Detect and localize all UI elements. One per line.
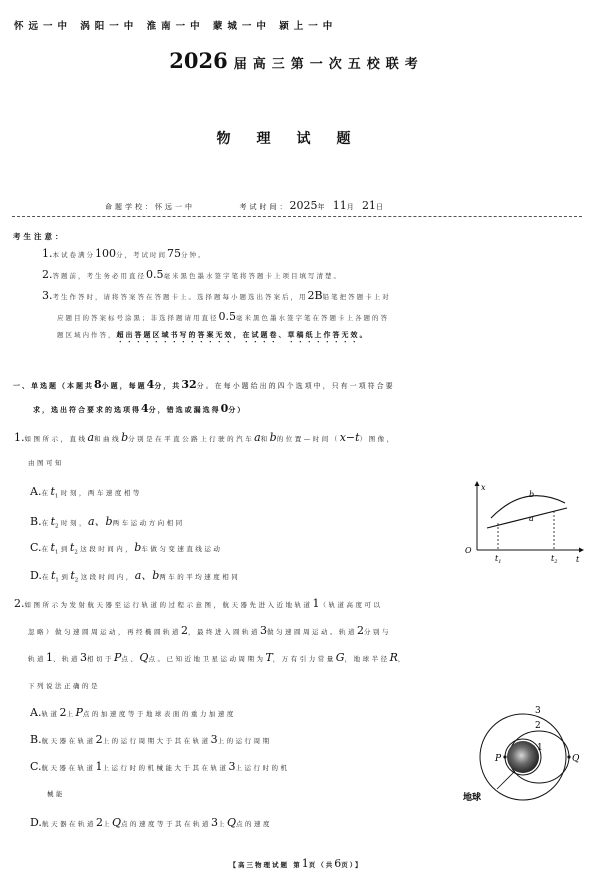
exam-meta [105, 199, 386, 212]
option-letter: A. [30, 706, 42, 719]
section-text: 分。在每小题给出的四个选项中，只有一项符合要 [196, 382, 395, 390]
notice-heading: 考生注意： [13, 232, 66, 241]
q-var: P [114, 651, 122, 664]
option-letter: D. [30, 816, 42, 829]
q2-option-c-line-2: 械能 [47, 790, 65, 798]
meta-time-label: 考试时间： [239, 203, 290, 211]
option-letter: C. [30, 760, 42, 773]
q1-stem-line-2: 由图可知 [28, 459, 64, 467]
section-text: 求，选出符合要求的选项得 [33, 405, 141, 414]
footer-text: 页）】 [341, 861, 364, 869]
section-number: 4 [141, 402, 149, 415]
option-text: 这段时间内， [80, 573, 135, 581]
q1-option-b[interactable] [30, 513, 185, 529]
section-number: 32 [181, 378, 197, 391]
notice-item-1 [42, 247, 207, 260]
q-number: 2 [181, 624, 188, 637]
q-var: T [265, 651, 273, 664]
q2-option-b[interactable] [30, 733, 272, 746]
xt-graph [455, 478, 585, 568]
q-text: ，万有引力常量 [272, 655, 336, 663]
point-q [567, 755, 570, 758]
q2-stem-line-3 [28, 651, 407, 664]
header-divider [12, 216, 582, 217]
option-text: 在 [41, 545, 51, 553]
option-letter: C. [30, 541, 42, 554]
option-text: 航天器在轨道 [41, 764, 96, 772]
option-text: 点的速度等于其在轨道 [120, 820, 211, 828]
q1-stem-line-1 [14, 431, 396, 444]
option-var: b [134, 541, 142, 554]
t1-label: $t_1$ [495, 554, 502, 565]
q2-option-c[interactable] [30, 760, 290, 773]
option-text: 上运行时的机械能大于其在轨道 [102, 764, 229, 772]
option-text: 时刻， [60, 519, 88, 527]
option-text: 航天器在轨道 [41, 737, 96, 745]
option-text: 到 [60, 545, 70, 553]
option-text: 点的速度 [236, 820, 272, 828]
option-number: 3 [210, 733, 218, 746]
option-var: P [75, 706, 83, 719]
option-sub: 2 [74, 577, 81, 584]
section-number: 4 [146, 378, 155, 391]
q-text: ，地球半径 [344, 655, 390, 663]
meta-year-unit: 年 [317, 203, 328, 211]
option-letter: B. [30, 733, 42, 746]
t-label: t [576, 555, 580, 564]
meta-school-label: 命题学校： [105, 203, 155, 211]
option-text: 时刻，两车速度相等 [60, 489, 142, 497]
q2-stem-line-1 [14, 597, 383, 610]
option-text: 上 [217, 820, 227, 828]
q-var: x−t [339, 431, 360, 444]
q-var: R [389, 651, 398, 664]
t2-label: $t_2$ [551, 554, 558, 565]
section-heading-line-1 [13, 378, 395, 391]
option-sub: 2 [74, 549, 81, 556]
option-text: 在 [41, 519, 51, 527]
point-p [503, 755, 506, 758]
option-letter: B. [30, 515, 42, 528]
option-text: 上的运行周期大于其在轨道 [102, 737, 211, 745]
option-sub: 2 [55, 523, 61, 530]
q-label: Q [572, 754, 580, 764]
option-text: 两车的平均速度相同 [159, 573, 241, 581]
meta-month: 11 [332, 199, 347, 212]
notice-text: 题区域内作答， [57, 331, 117, 339]
page-number: 1 [301, 857, 309, 870]
q2-stem-line-4: 下列说法正确的是 [28, 682, 100, 690]
meta-school: 怀远一中 [155, 203, 195, 211]
q-text: 相切于 [87, 655, 114, 663]
q-number: 1 [46, 651, 53, 664]
q-text: 分别是在平直公路上行驶的汽车 [128, 435, 255, 443]
question-number: 1. [14, 431, 25, 444]
footer-text: 第 [293, 861, 302, 869]
option-text: 上的运行周期 [217, 737, 272, 745]
option-text: 点的加速度等于地球表面的重力加速度 [82, 710, 236, 718]
q-var: G [335, 651, 345, 664]
option-var: Q [226, 816, 236, 829]
q-var: b [121, 431, 129, 444]
section-text: 分，错选或漏选得 [148, 405, 221, 414]
q1-option-c[interactable] [30, 541, 222, 555]
footer-text: 【高三物理试题 [229, 861, 289, 869]
q-text: 做匀速圆周运动。轨道 [267, 628, 357, 636]
option-number: 2 [95, 816, 103, 829]
notice-emphasis: 超出答题区域书写的答案无效，在试题卷、草稿纸上作答无效。 [116, 330, 369, 339]
x-label: x [481, 483, 486, 492]
notice-value: 2B [307, 289, 323, 302]
orbit-1-label: 1 [537, 743, 543, 753]
notice-text: 分，考试时间 [116, 251, 167, 259]
option-var: t [50, 515, 56, 528]
earth-icon [507, 741, 539, 773]
section-number: 0 [220, 402, 229, 415]
subject-title: 物理试题 [216, 131, 377, 147]
section-number: 8 [94, 378, 102, 391]
orbit-2-label: 2 [535, 721, 541, 731]
notice-text: 考生作答时，请将答案答在答题卡上。选择题每小题选出答案后，用 [52, 293, 308, 301]
q1-option-a[interactable] [30, 485, 142, 499]
notice-item-3 [42, 289, 391, 302]
notice-value: 75 [167, 247, 181, 260]
option-number: 2 [59, 706, 67, 719]
option-number: 3 [228, 760, 236, 773]
q-text: 和 [260, 435, 270, 443]
option-sub: 1 [54, 549, 61, 556]
exam-year: 2026 [169, 48, 228, 73]
notice-item-3-line-3 [57, 330, 369, 344]
notice-text: 毫米黑色墨水签字笔在答题卡上各题的答 [236, 314, 389, 322]
q-text: （轨道高度可以 [319, 601, 383, 609]
school-list: 怀远一中 涡阳一中 淮南一中 蒙城一中 颍上一中 [14, 21, 338, 32]
option-var: t [70, 569, 75, 582]
option-text: 上 [102, 820, 112, 828]
notice-num: 3. [42, 289, 53, 302]
q-text: 点、 [121, 655, 140, 663]
earth-label: 地球 [463, 793, 482, 803]
footer-text: 页（共 [308, 861, 335, 869]
option-sub: 1 [55, 577, 62, 584]
q2-stem-line-2 [28, 624, 391, 637]
option-text: 轨道 [41, 710, 60, 718]
p-label: P [495, 754, 502, 764]
notice-value: 0.5 [146, 268, 164, 281]
q-var: b [269, 431, 277, 444]
orbit-3-label: 3 [535, 706, 541, 716]
option-number: 1 [95, 760, 103, 773]
option-text: 到 [61, 573, 71, 581]
notice-value: 0.5 [218, 310, 236, 323]
page-total: 6 [334, 857, 342, 870]
notice-value: 100 [95, 247, 116, 260]
q-text: ，最终进入圆轨道 [188, 628, 260, 636]
t-axis-arrow-icon [579, 548, 584, 553]
q2-option-d[interactable] [30, 816, 272, 829]
q-var: a [254, 431, 261, 444]
earth-pointer [497, 771, 515, 789]
q-text: 如图所示，直线 [24, 435, 88, 443]
notice-num: 2. [42, 268, 53, 281]
option-var: a、b [134, 569, 160, 582]
option-number: 2 [95, 733, 103, 746]
option-number: 3 [210, 816, 218, 829]
notice-text: 应题目的答案标号涂黑；非选择题请用直径 [57, 314, 219, 322]
option-letter: A. [30, 485, 42, 498]
option-text: 这段时间内， [80, 545, 135, 553]
option-text: 上运行时的机 [235, 764, 290, 772]
question-number: 2. [14, 597, 25, 610]
q-text: 的位置—时间（ [276, 435, 340, 443]
option-var: t [50, 569, 56, 582]
notice-item-3-line-2 [57, 310, 389, 323]
q-text: ， [397, 655, 407, 663]
q-text: 忽略）做匀速圆周运动，再经椭圆轨道 [28, 628, 181, 636]
exam-title [0, 48, 593, 73]
exam-title-text: 届高三第一次五校联考 [233, 57, 424, 72]
option-letter: D. [30, 569, 42, 582]
option-var: Q [111, 816, 121, 829]
q1-option-d[interactable] [30, 567, 240, 583]
q-text: 点。已知近地卫星运动周期为 [148, 655, 266, 663]
q2-option-a[interactable] [30, 706, 236, 719]
notice-text: 答题前，考生务必用直径 [52, 272, 146, 280]
q-number: 3 [80, 651, 87, 664]
q-number: 3 [260, 624, 267, 637]
q-var: a [87, 431, 95, 444]
notice-text: 铅笔把答题卡上对 [322, 293, 391, 301]
q-number: 2 [357, 624, 364, 637]
notice-text: 本试卷满分 [52, 251, 95, 259]
section-heading-line-2 [33, 402, 246, 415]
section-text: 小题，每题 [101, 381, 147, 390]
q-text: 、轨道 [53, 655, 80, 663]
q-text: 和曲线 [94, 435, 122, 443]
notice-text: 分钟。 [181, 251, 207, 259]
q-text: 如图所示为发射航天器至运行轨道的过程示意图，航天器先进入近地轨道 [24, 601, 313, 609]
x-axis-arrow-icon [475, 481, 480, 486]
option-sub: 1 [54, 493, 61, 500]
option-text: 两车运动方向相同 [112, 519, 185, 527]
page-footer [0, 857, 593, 870]
q-text: ）图像， [359, 435, 396, 443]
notice-item-2 [42, 268, 342, 281]
notice-num: 1. [42, 247, 53, 260]
q-number: 1 [312, 597, 320, 610]
section-text: 一、单选题（本题共 [13, 381, 94, 390]
option-text: 车做匀变速直线运动 [141, 545, 223, 553]
meta-day: 21 [361, 199, 376, 212]
q-var: Q [139, 651, 149, 664]
option-text: 在 [41, 573, 51, 581]
origin-label: O [465, 546, 472, 555]
section-text: 分，共 [154, 381, 182, 390]
option-text: 上 [66, 710, 76, 718]
option-var: a、b [87, 515, 113, 528]
curve-b [491, 496, 565, 518]
meta-year: 2025 [289, 199, 318, 212]
option-var: t [50, 485, 55, 498]
orbit-figure [455, 700, 590, 808]
notice-text: 毫米黑色墨水签字笔将答题卡上项目填写清楚。 [163, 272, 342, 280]
q-text: 轨道 [28, 655, 46, 663]
meta-month-unit: 月 [346, 203, 357, 211]
option-text: 在 [41, 489, 51, 497]
option-var: t [69, 541, 75, 554]
a-label: a [529, 514, 534, 523]
meta-day-unit: 日 [375, 203, 386, 211]
option-text: 航天器在轨道 [41, 820, 96, 828]
option-var: t [50, 541, 55, 554]
q-text: 分别与 [364, 628, 391, 636]
b-label: b [529, 490, 535, 499]
section-text: 分） [228, 405, 247, 414]
